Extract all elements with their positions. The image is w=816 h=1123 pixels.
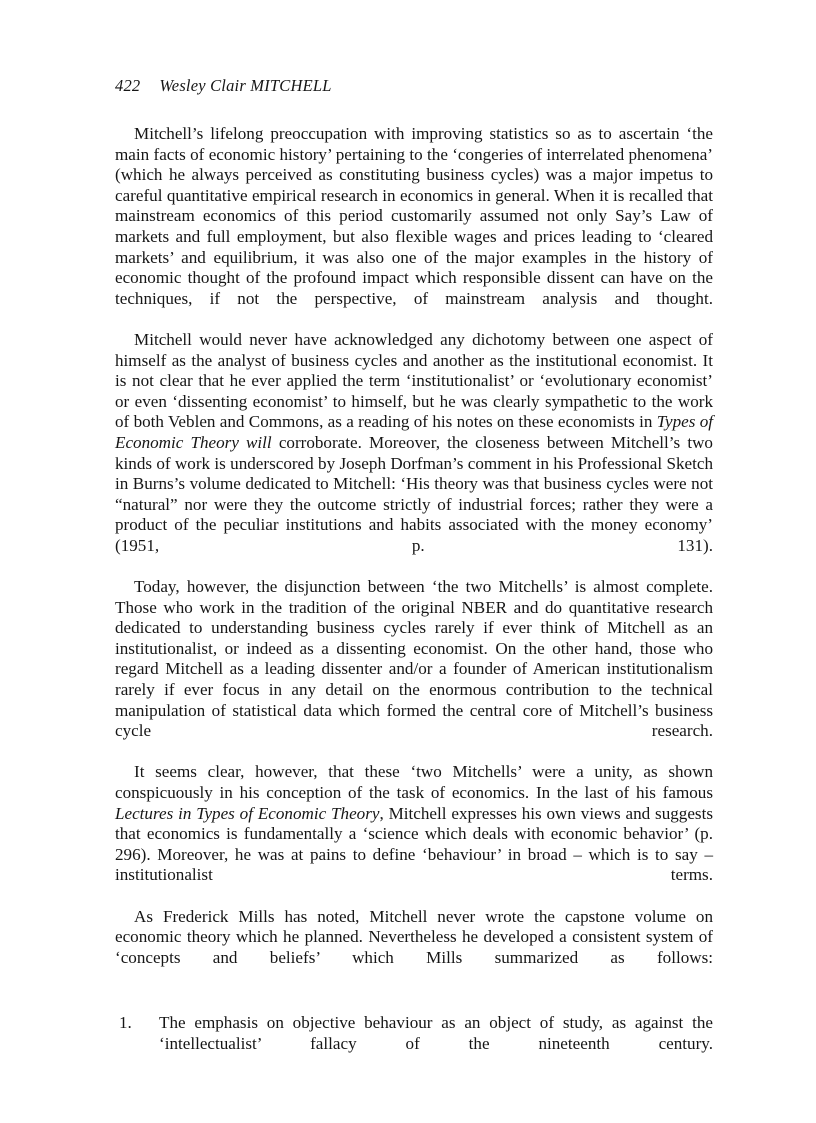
running-head-title: Wesley Clair MITCHELL [159, 76, 332, 95]
paragraph-4-text-tail: , Mitchell expresses his own views and suggests that economics is fundamentally a ‘science which deals with economic behavior’ (p. 296). Moreover, he was at pains to define ‘behaviour’ in broad – which is to say – institutionalist terms. [115, 803, 713, 885]
paragraph-3-text: Today, however, the disjunction between ‘the two Mitchells’ is almost complete. Those who work in the tradition of the original NBER and do quantitative research dedicated to understanding business cycles rarely if ever think of Mitchell as an institutionalist, or indeed as a dissenting economist. On the other hand, those who regard Mitchell as a leading dissenter and/or a founder of American institutionalism rarely if ever focus in any detail on the enormous contribution to the technical manipulation of statistical data which formed the central core of Mitchell’s business cycle research. [115, 577, 713, 741]
running-head [115, 76, 713, 96]
list-item-marker: 1. [119, 1012, 132, 1032]
book-title-lectures-in-types-of-economic-theory: Lectures in Types of Economic Theory [115, 803, 380, 823]
list-item [115, 1013, 713, 1075]
paragraph-5-text: As Frederick Mills has noted, Mitchell never wrote the capstone volume on economic theory which he planned. Nevertheless he developed a consistent system of ‘concepts and beliefs’ which Mills summarized as follows: [115, 906, 713, 967]
paragraph-4-text-lead: It seems clear, however, that these ‘two Mitchells’ were a unity, as shown conspicuously in his conception of the task of economics. In the last of his famous [115, 762, 713, 802]
numbered-list [115, 1013, 713, 1075]
paragraph-1 [115, 124, 713, 330]
list-item-text: The emphasis on objective behaviour as an object of study, as against the ‘intellectualist’ fallacy of the nineteenth century. [159, 1012, 713, 1053]
book-title-types-of-economic-theory: Types of Economic Theory will [115, 412, 714, 452]
paragraph-1-text: Mitchell’s lifelong preoccupation with improving statistics so as to ascertain ‘the main facts of economic history’ pertaining to the ‘congeries of interrelated phenomena’ (which he always perceived as constituting business cycles) was a major impetus to careful quantitative empirical research in economics in general. When it is recalled that mainstream economics of this period customarily assumed not only Say’s Law of markets and full employment, but also flexible wages and prices leading to ‘cleared markets’ and equilibrium, it was also one of the major examples in the history of economic thought of the profound impact which responsible dissent can have on the techniques, if not the perspective, of mainstream analysis and thought. [115, 124, 713, 308]
body-copy [115, 124, 713, 1075]
page-number: 422 [115, 76, 141, 95]
paragraph-4 [115, 762, 713, 906]
page-text-block [115, 76, 713, 1075]
paragraph-3 [115, 577, 713, 762]
paragraph-5 [115, 907, 713, 989]
paragraph-2 [115, 330, 713, 577]
paragraph-2-text-tail: corroborate. Moreover, the closeness between Mitchell’s two kinds of work is underscored by Joseph Dorfman’s comment in his Professional Sketch in Burns’s volume dedicated to Mitchell: ‘His theory was that business cycles were not “natural” nor were they the outcome strictly of industrial forces; rather they were a product of the peculiar institutions and habits associated with the money economy’ (1951, p. 131). [115, 432, 713, 555]
paragraph-2-text-lead: Mitchell would never have acknowledged any dichotomy between one aspect of himself as the analyst of business cycles and another as the institutional economist. It is not clear that he ever applied the term ‘institutionalist’ or ‘evolutionary economist’ or even ‘dissenting economist’ to himself, but he was clearly sympathetic to the work of both Veblen and Commons, as a reading of his notes on these economists in [115, 329, 713, 432]
